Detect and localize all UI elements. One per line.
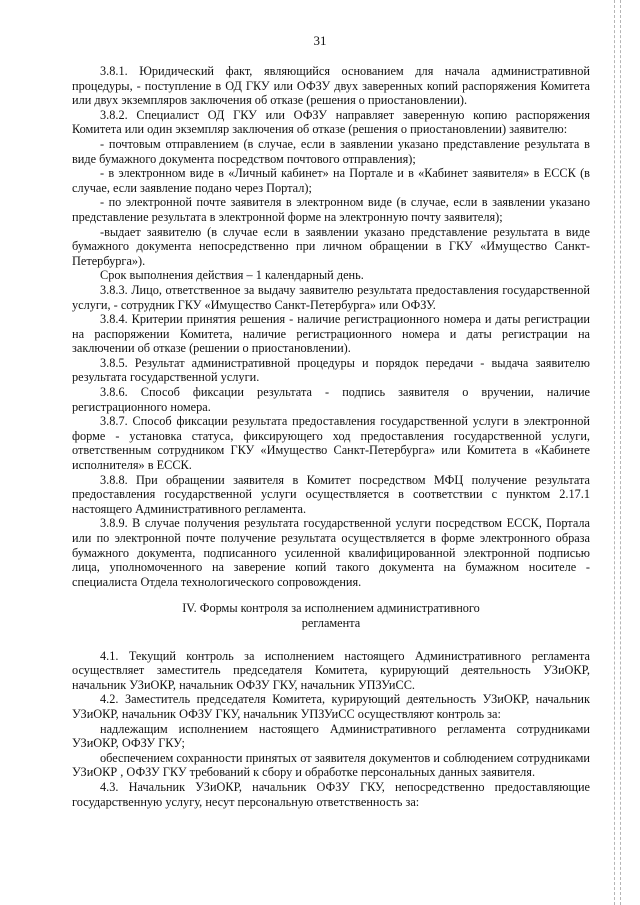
- scan-edge-line: [614, 0, 616, 905]
- paragraph-4-3: 4.3. Начальник УЗиОКР, начальник ОФЗУ ГКУ, непосредственно предоставляющие государственную услугу, несут персональную ответственность за:: [72, 779, 590, 809]
- section-heading: [72, 601, 590, 630]
- section-heading-line-2: регламента: [301, 615, 361, 630]
- paragraph-3-8-9: 3.8.9. В случае получения результата государственной услуги посредством ЕССК, Портала или по электронной почте получение результата осуществляется в форме электронного образа бумажного документа, подписанного усиленной квалифицированной электронной подписью лица, уполномоченного на заверение копий такого документа на бумажном носителе - специалиста Отдела технологического сопровождения.: [72, 516, 590, 589]
- control-item-regulation: надлежащим исполнением настоящего Административного регламента сотрудниками УЗиОКР, ОФЗУ ГКУ;: [72, 721, 590, 751]
- paragraph-4-1: 4.1. Текущий контроль за исполнением настоящего Административного регламента осуществляет заместитель председателя Комитета, курирующий деятельность УЗиОКР, начальник УЗиОКР, начальник ОФЗУ ГКУ, начальник УПЗУиСС.: [72, 648, 590, 692]
- list-item-portal: - в электронном виде в «Личный кабинет» на Портале и в «Кабинет заявителя» в ЕССК (в случае, если заявление подано через Портал);: [72, 166, 590, 195]
- paragraph-3-8-4: 3.8.4. Критерии принятия решения - наличие регистрационного номера и даты регистрации на распоряжении Комитета, наличие регистрационного номера и даты регистрации на заключении об отказе (решении о приостановлении).: [72, 312, 590, 356]
- list-item-in-person: -выдает заявителю (в случае если в заявлении указано представление результата в виде бумажного документа непосредственно при личном обращении в ГКУ «Имущество Санкт-Петербурга»).: [72, 224, 590, 268]
- document-body: [72, 64, 590, 809]
- paragraph-3-8-5: 3.8.5. Результат административной процедуры и порядок передачи - выдача заявителю результата государственной услуги.: [72, 355, 590, 385]
- paragraph-3-8-6: 3.8.6. Способ фиксации результата - подпись заявителя о вручении, наличие регистрационного номера.: [72, 385, 590, 414]
- paragraph-3-8-1: 3.8.1. Юридический факт, являющийся основанием для начала административной процедуры, - поступление в ОД ГКУ или ОФЗУ двух заверенных копий распоряжения Комитета или двух экземпляров заключения об отказе (решения о приостановлении).: [72, 64, 590, 108]
- scan-edge-line: [620, 0, 622, 905]
- list-item-email: - по электронной почте заявителя в электронном виде (в случае, если в заявлении указано представление результата в электронной форме на электронную почту заявителя);: [72, 195, 590, 224]
- paragraph-3-8-8: 3.8.8. При обращении заявителя в Комитет посредством МФЦ получение результата предоставления государственной услуги осуществляется в соответствии с пунктом 2.17.1 настоящего Административного регламента.: [72, 472, 590, 516]
- section-heading-line-1: IV. Формы контроля за исполнением административного: [182, 601, 480, 616]
- paragraph-4-2: 4.2. Заместитель председателя Комитета, курирующий деятельность УЗиОКР, начальник УЗиОКР, начальник ОФЗУ ГКУ, начальник УПЗУиСС осуществляют контроль за:: [72, 692, 590, 721]
- paragraph-3-8-3: 3.8.3. Лицо, ответственное за выдачу заявителю результата предоставления государственной услуги, - сотрудник ГКУ «Имущество Санкт-Петербурга» или ОФЗУ.: [72, 282, 590, 312]
- paragraph-deadline: Срок выполнения действия – 1 календарный день.: [100, 268, 364, 283]
- list-item-mail: - почтовым отправлением (в случае, если в заявлении указано представление результата в виде бумажного документа посредством почтового отправления);: [72, 136, 590, 166]
- control-item-documents: обеспечением сохранности принятых от заявителя документов и соблюдением сотрудниками УЗиОКР , ОФЗУ ГКУ требований к сбору и обработке персональных данных заявителя.: [72, 750, 590, 780]
- paragraph-3-8-2: 3.8.2. Специалист ОД ГКУ или ОФЗУ направляет заверенную копию распоряжения Комитета или один экземпляр заключения об отказе (решения о приостановлении) заявителю:: [72, 107, 590, 137]
- page-number: 31: [313, 33, 327, 48]
- paragraph-3-8-7: 3.8.7. Способ фиксации результата предоставления государственной услуги в электронной форме - установка статуса, фиксирующего ход предоставления государственной услуги, ответственным сотрудником ГКУ «Имущество Санкт-Петербурга» или Комитета в «Кабинете исполнителя» в ЕССК.: [72, 414, 590, 473]
